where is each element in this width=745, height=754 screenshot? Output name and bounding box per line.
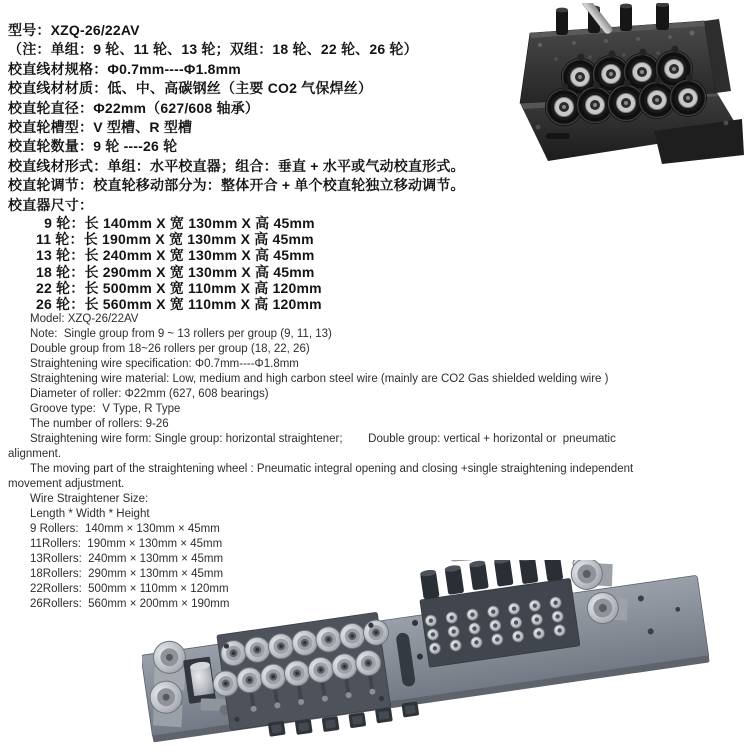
spec-line-roller-count-en: The number of rollers: 9-26 <box>30 418 169 430</box>
dim-line-13-rollers-cn: 13 轮：长 240mm X 宽 130mm X 高 45mm <box>36 247 315 264</box>
size-line-22-rollers-en: 22Rollers: 500mm × 110mm × 120mm <box>30 583 229 595</box>
spec-line-roller-diameter-en: Diameter of roller: Φ22mm (627, 608 bearings) <box>30 388 269 400</box>
size-line-13-rollers-en: 13Rollers: 240mm × 130mm × 45mm <box>30 553 224 565</box>
size-line-18-rollers-en: 18Rollers: 290mm × 130mm × 45mm <box>30 568 224 580</box>
spec-line-note-en: Note: Single group from 9 ~ 13 rollers per group (9, 11, 13) <box>30 328 332 340</box>
spec-line-double-group-en: Double group from 18~26 rollers per group (18, 22, 26) <box>30 343 310 355</box>
spec-line-wire-spec-en: Straightening wire specification: Φ0.7mm----Φ1.8mm <box>30 358 299 370</box>
spec-line-model-cn: 型号：XZQ-26/22AV <box>8 22 140 38</box>
dim-line-11-rollers-cn: 11 轮：长 190mm X 宽 130mm X 高 45mm <box>36 231 314 248</box>
dim-line-26-rollers-cn: 26 轮：长 560mm X 宽 110mm X 高 120mm <box>36 296 322 313</box>
straightener-9-roller-illustration <box>504 3 744 167</box>
size-line-26-rollers-en: 26Rollers: 560mm × 200mm × 190mm <box>30 598 230 610</box>
machine-body <box>142 560 712 754</box>
spec-line-model-en: Model: XZQ-26/22AV <box>30 313 139 325</box>
spec-line-note-cn: （注：单组：9 轮、11 轮、13 轮；双组：18 轮、22 轮、26 轮） <box>8 41 418 58</box>
spec-line-groove-type-cn: 校直轮槽型：V 型槽、R 型槽 <box>8 119 193 136</box>
spec-line-adjustment-cn: 校直轮调节：校直轮移动部分为：整体开合 + 单个校直轮独立移动调节。 <box>8 177 465 194</box>
spec-line-moving-part-en: The moving part of the straightening wheel : Pneumatic integral opening and closing +single straightening independent <box>30 463 634 475</box>
dim-line-9-rollers-cn: 9 轮：长 140mm X 宽 130mm X 高 45mm <box>36 215 315 232</box>
spec-line-wire-form-cn: 校直线材形式：单组：水平校直器；组合：垂直 + 水平或气动校直形式。 <box>8 157 465 174</box>
spec-line-lwh-en: Length * Width * Height <box>30 508 150 520</box>
dim-line-22-rollers-cn: 22 轮：长 500mm X 宽 110mm X 高 120mm <box>36 279 322 296</box>
spec-line-size-header-cn: 校直器尺寸： <box>8 196 94 213</box>
spec-line-wire-material-en: Straightening wire material: Low, medium and high carbon steel wire (mainly are CO2 Gas shielded welding wire ) <box>30 373 609 385</box>
dim-line-18-rollers-cn: 18 轮：长 290mm X 宽 130mm X 高 45mm <box>36 263 315 280</box>
size-line-9-rollers-en: 9 Rollers: 140mm × 130mm × 45mm <box>30 523 220 535</box>
spec-line-moving-part-wrap-en: movement adjustment. <box>8 478 125 490</box>
spec-line-roller-count-cn: 校直轮数量：9 轮 ----26 轮 <box>8 138 178 155</box>
size-line-11-rollers-en: 11Rollers: 190mm × 130mm × 45mm <box>30 538 223 550</box>
chinese-spec-block <box>8 21 465 312</box>
spec-line-wire-spec-cn: 校直线材规格：Φ0.7mm----Φ1.8mm <box>8 60 241 77</box>
spec-line-groove-type-en: Groove type: V Type, R Type <box>30 403 181 415</box>
spec-line-wire-material-cn: 校直线材材质：低、中、高碳钢丝（主要 CO2 气保焊丝） <box>8 80 373 97</box>
straightener-26-roller-illustration <box>142 560 745 754</box>
spec-line-wire-form-en: Straightening wire form: Single group: horizontal straightener; Double group: vertical + horizontal or pneumatic <box>30 433 616 445</box>
spec-line-wire-form-wrap-en: alignment. <box>8 448 62 460</box>
product-photo-9-roller-straightener <box>504 3 744 167</box>
product-photo-26-roller-straightener <box>142 560 745 754</box>
spec-line-roller-diameter-cn: 校直轮直径：Φ22mm（627/608 轴承） <box>8 99 260 116</box>
spec-line-size-header-en: Wire Straightener Size: <box>30 493 149 505</box>
